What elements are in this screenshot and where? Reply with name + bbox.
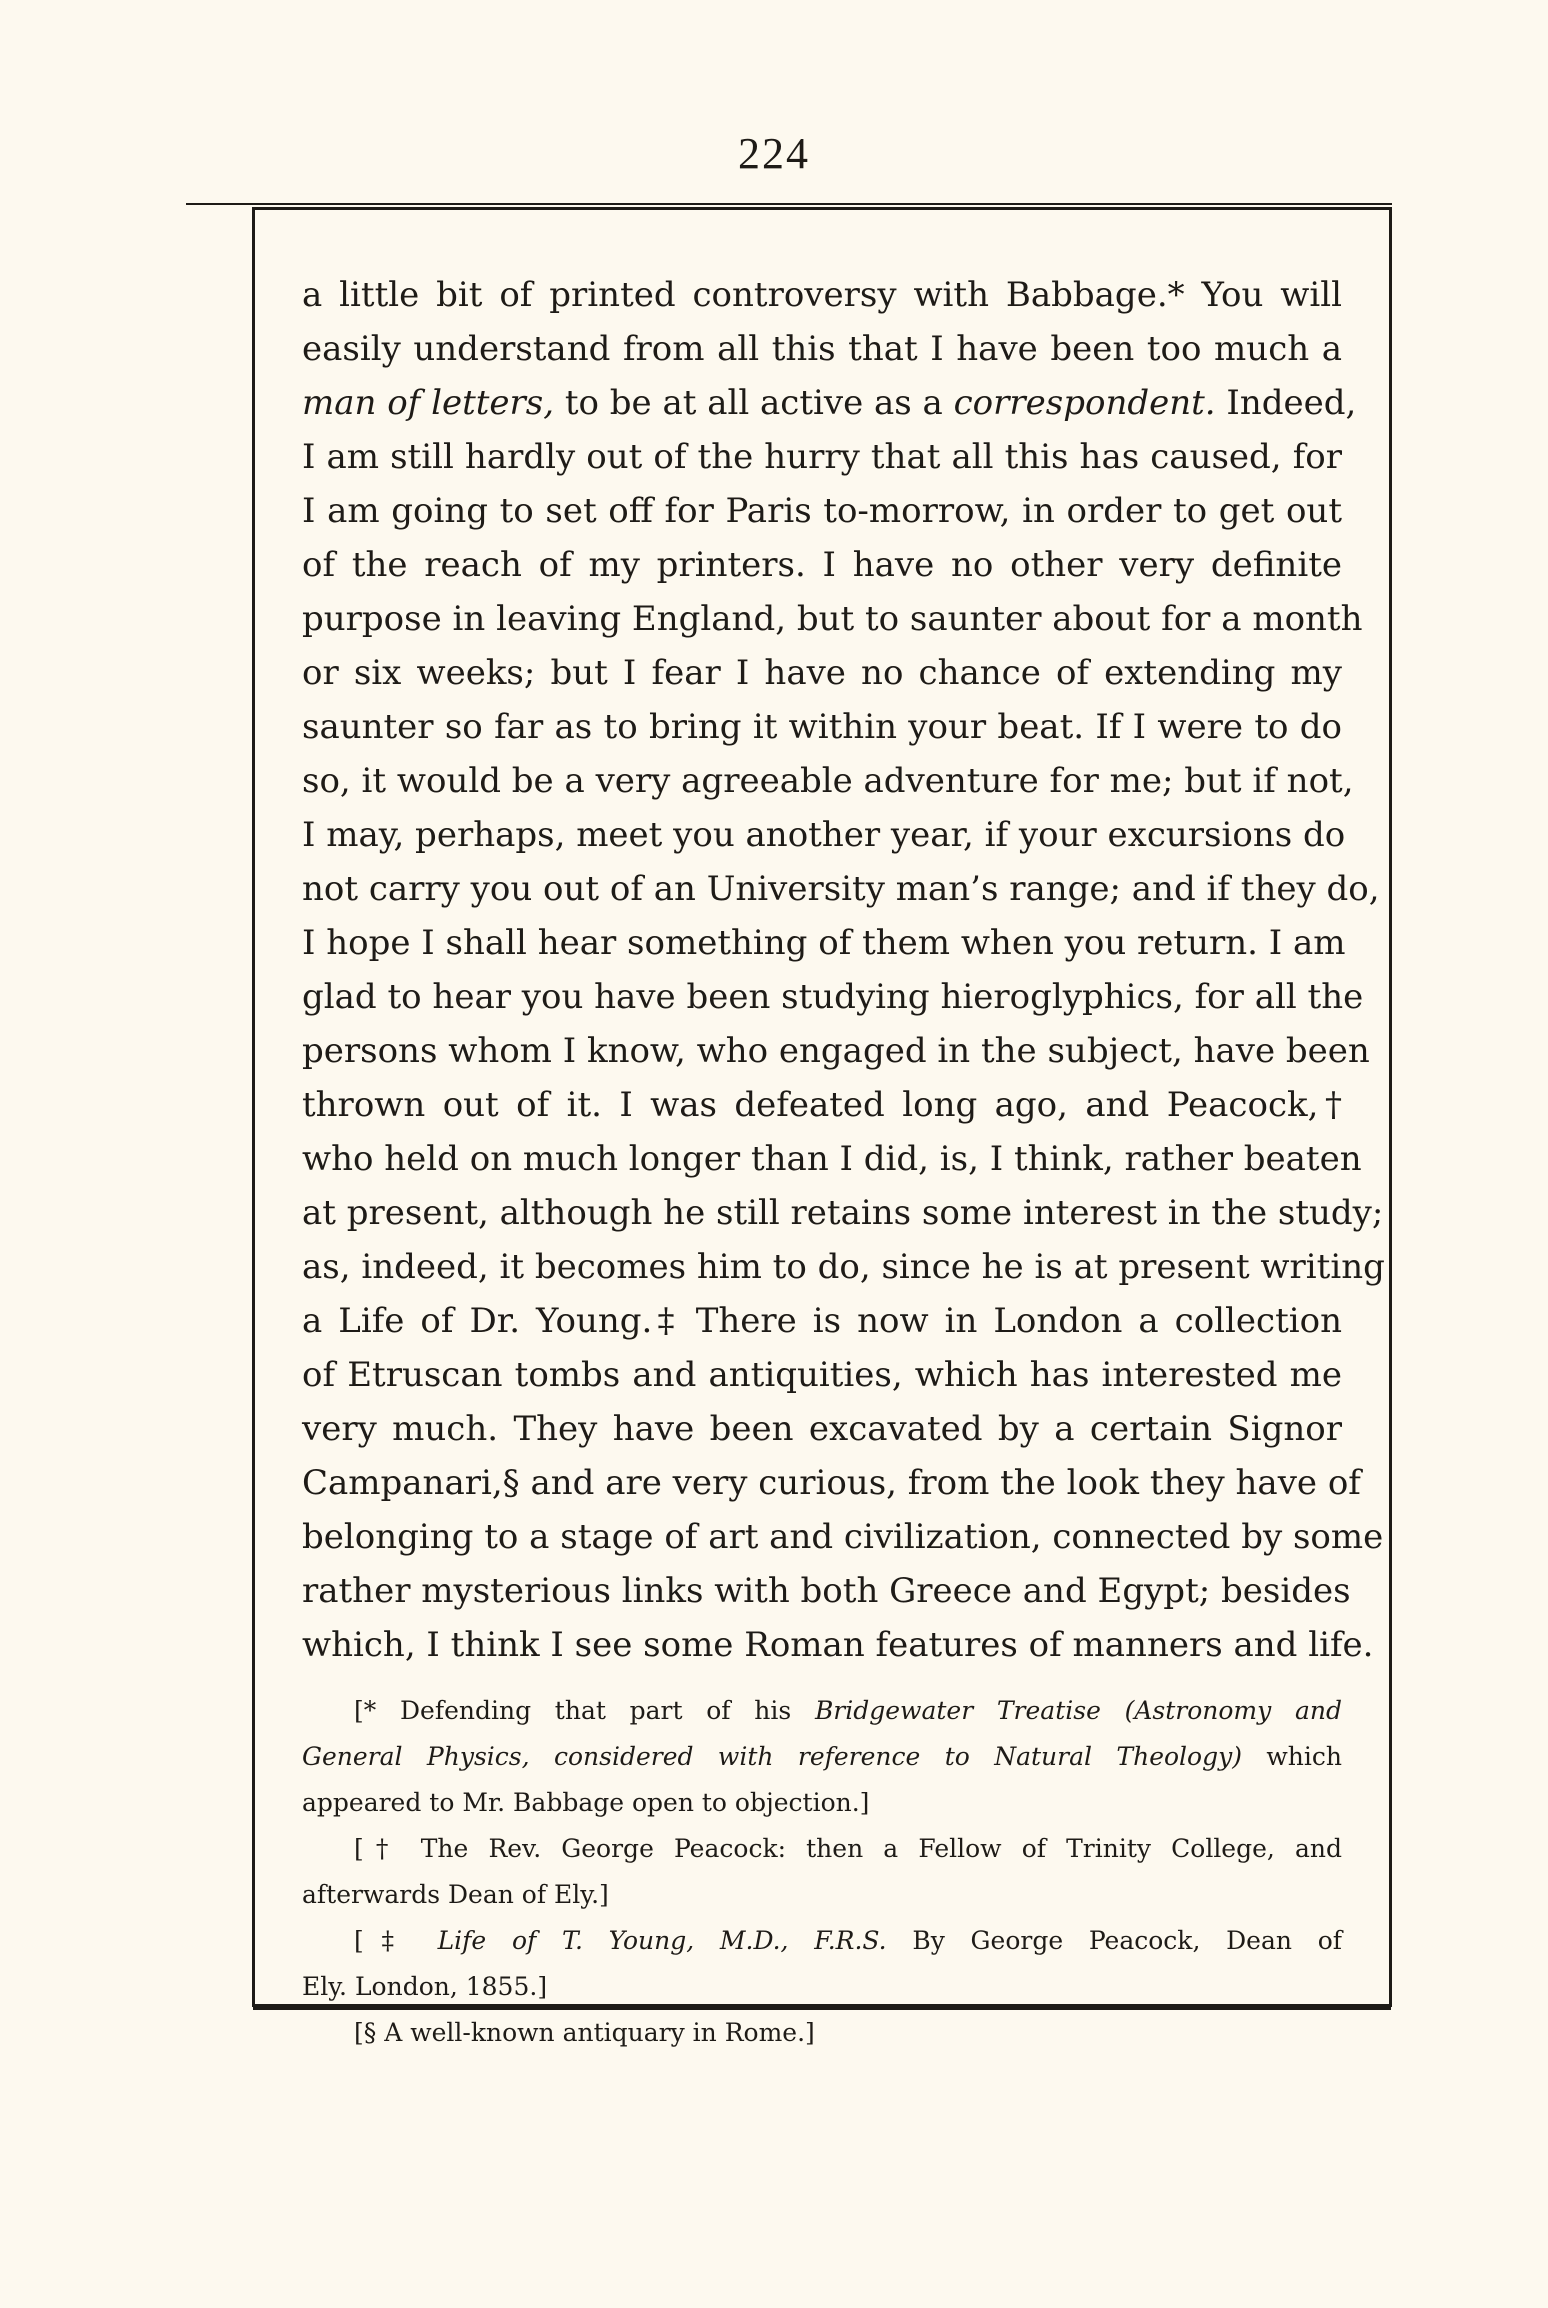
body-line: easily understand from all this that I have been too much a [302,329,1342,369]
body-line: persons whom I know, who engaged in the subject, have been [302,1031,1370,1071]
body-line: of Etruscan tombs and antiquities, which has interested me [302,1355,1342,1395]
body-line: purpose in leaving England, but to saunter about for a month [302,599,1363,639]
body-line: at present, although he still retains some interest in the study; [302,1193,1384,1233]
footnote-2: [† The Rev. George Peacock: then a Fellow of Trinity College, and [354,1834,1342,1863]
body-line: which, I think I see some Roman features of manners and life. [302,1625,1374,1665]
book-title: General Physics, considered with reference to Natural Theology) [302,1742,1242,1771]
footnote-2-end: afterwards Dean of Ely.] [302,1880,609,1909]
body-line: of the reach of my printers. I have no other very definite [302,545,1342,585]
footnote-1 [302,1688,1342,1734]
body-line: I hope I shall hear something of them when you return. I am [302,923,1346,963]
footnote-3 [302,1918,1342,1964]
emphasis-text: man of letters, [302,383,555,423]
body-line: thrown out of it. I was defeated long ago, and Peacock,† [302,1085,1342,1125]
book-title: Bridgewater Treatise (Astronomy and [814,1696,1342,1725]
body-line: or six weeks; but I fear I have no chance of extending my [302,653,1342,693]
body-text-span: to be at all active as a [554,383,954,423]
body-line: a Life of Dr. Young.‡ There is now in London a collection [302,1301,1342,1341]
footnotes [302,1688,1342,2056]
footnote-text: which [1241,1742,1342,1771]
body-line: as, indeed, it becomes him to do, since he is at present writing [302,1247,1385,1287]
body-line: I am going to set off for Paris to-morrow, in order to get out [302,491,1342,531]
book-title: Life of T. Young, M.D., F.R.S. [437,1926,887,1955]
letter-body [302,268,1385,1672]
body-line: very much. They have been excavated by a certain Signor [302,1409,1342,1449]
footnote-text: By George Peacock, Dean of [886,1926,1343,1955]
footnote-4: [§ A well-known antiquary in Rome.] [354,2018,815,2047]
footnote-1-end: appeared to Mr. Babbage open to objection.] [302,1788,870,1817]
body-line: so, it would be a very agreeable adventure for me; but if not, [302,761,1354,801]
body-line: I am still hardly out of the hurry that all this has caused, for [302,437,1342,477]
body-line: rather mysterious links with both Greece and Egypt; besides [302,1571,1351,1611]
footnote-3-end: Ely. London, 1855.] [302,1972,548,2001]
body-line: a little bit of printed controversy with Babbage.* You will [302,275,1342,315]
page-number: 224 [738,129,810,178]
footnote-1-cont [302,1734,1342,1780]
top-rule [186,203,1392,205]
body-text-span: Indeed, [1215,383,1357,423]
footnote-text: [‡ [354,1926,438,1955]
body-line [302,376,1357,430]
body-line: who held on much longer than I did, is, I think, rather beaten [302,1139,1362,1179]
footnote-text: [* Defending that part of his [354,1696,815,1725]
body-line: saunter so far as to bring it within your beat. If I were to do [302,707,1342,747]
body-line: belonging to a stage of art and civilization, connected by some [302,1517,1384,1557]
emphasis-text: correspondent. [953,383,1216,423]
body-line: Campanari,§ and are very curious, from the look they have of [302,1463,1361,1503]
body-line: I may, perhaps, meet you another year, if your excursions do [302,815,1346,855]
body-line: not carry you out of an University man’s range; and if they do, [302,869,1380,909]
body-line: glad to hear you have been studying hieroglyphics, for all the [302,977,1364,1017]
